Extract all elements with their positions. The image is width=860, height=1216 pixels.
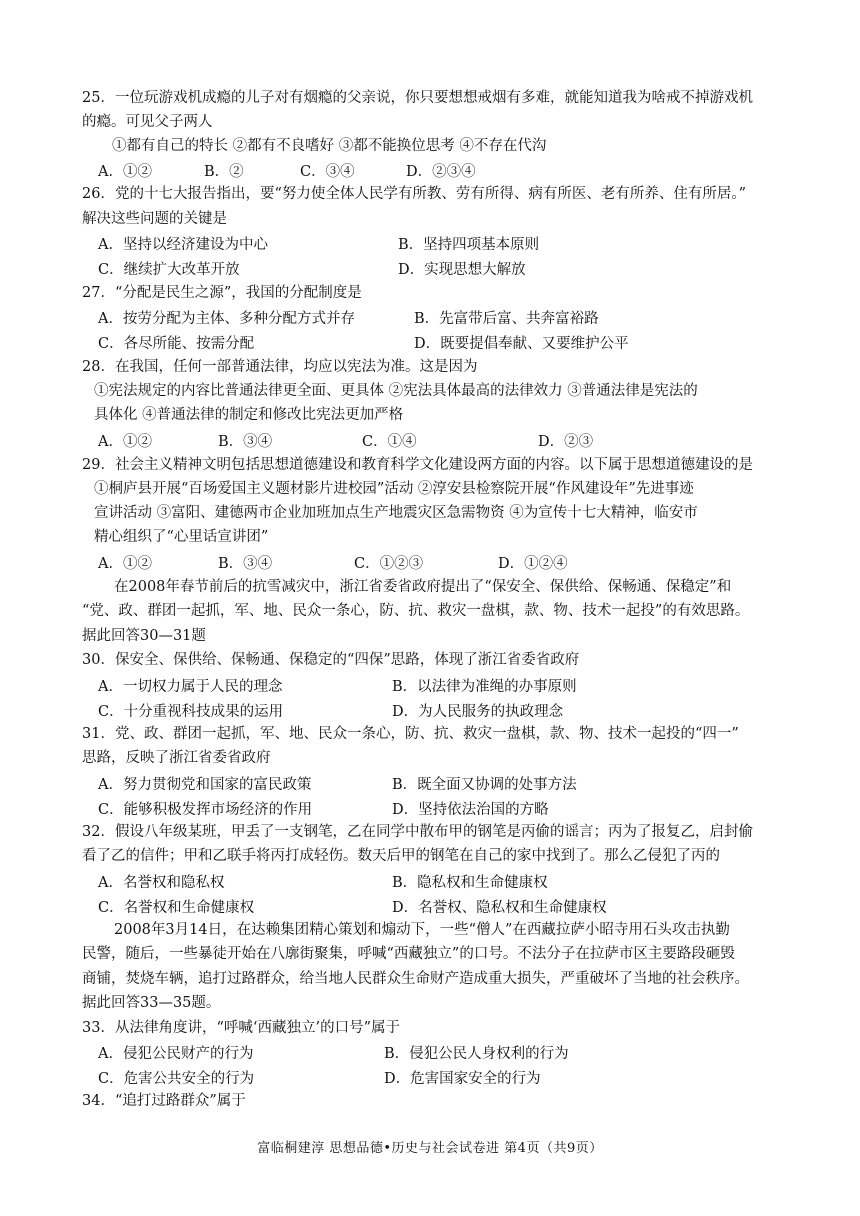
q25-option-a: A．①②: [98, 164, 152, 180]
q28-stem: 28．在我国，任何一部普通法律，均应以宪法为准。这是因为: [82, 359, 478, 375]
q25-statements: ①都有自己的特长 ②都有不良嗜好 ③都不能换位思考 ④不存在代沟: [112, 138, 547, 154]
q29-option-a: A．①②: [98, 556, 152, 572]
q28-option-d: D．②③: [538, 434, 594, 450]
q26-option-b: B．坚持四项基本原则: [398, 237, 540, 253]
q26-stem-line2: 解决这些问题的关键是: [82, 211, 227, 227]
q33-stem: 33．从法律角度讲，“呼喊‘西藏独立’的口号”属于: [82, 1020, 400, 1036]
q29-option-c: C．①②③: [354, 556, 424, 572]
q27-stem: 27．“分配是民生之源”，我国的分配制度是: [82, 285, 362, 301]
material2-line4: 据此回答33—35题。: [82, 995, 221, 1011]
q25-option-c: C．③④: [300, 164, 355, 180]
q32-stem-line2: 看了乙的信件；甲和乙联手将丙打成轻伤。数天后甲的钢笔在自己的家中找到了。那么乙侵犯了丙的: [82, 848, 720, 864]
q30-option-b: B．以法律为准绳的办事原则: [392, 679, 577, 695]
q32-stem-line1: 32．假设八年级某班，甲丢了一支钢笔，乙在同学中散布甲的钢笔是丙偷的谣言；丙为了报复乙，启封偷: [82, 824, 753, 840]
q26-option-c: C．继续扩大改革开放: [98, 262, 240, 278]
q33-option-b: B．侵犯公民人身权利的行为: [384, 1046, 569, 1062]
q29-statements-line3: 精心组织了“心里话宣讲团”: [94, 529, 269, 545]
q27-option-b: B．先富带后富、共奔富裕路: [414, 311, 599, 327]
q33-option-c: C．危害公共安全的行为: [98, 1071, 255, 1087]
material1-line3: 据此回答30—31题: [82, 628, 206, 644]
q32-option-a: A．名誉权和隐私权: [98, 875, 225, 891]
material2-line1: 2008年3月14日，在达赖集团精心策划和煽动下，一些“僧人”在西藏拉萨小昭寺用石头攻击执勤: [114, 922, 730, 938]
q28-option-b: B．③④: [218, 434, 273, 450]
q31-option-b: B．既全面又协调的处事方法: [392, 777, 577, 793]
q29-statements-line2: 宣讲活动 ③富阳、建德两市企业加班加点生产地震灾区急需物资 ④为宣传十七大精神，临安市: [94, 505, 698, 521]
q26-option-d: D．实现思想大解放: [398, 262, 526, 278]
material2-line3: 商铺，焚烧车辆，追打过路群众，给当地人民群众生命财产造成重大损失，严重破坏了当地的社会秩序。: [82, 971, 749, 987]
page-footer: 富临桐建淳 思想品德•历史与社会试卷进 第4页（共9页）: [257, 1141, 603, 1156]
q32-option-c: C．名誉权和生命健康权: [98, 900, 255, 916]
q31-option-a: A．努力贯彻党和国家的富民政策: [98, 777, 312, 793]
q31-stem-line1: 31．党、政、群团一起抓，军、地、民众一条心，防、抗、救灾一盘棋，款、物、技术一起投的“四一”: [82, 726, 739, 742]
q31-option-d: D．坚持依法治国的方略: [392, 802, 549, 818]
q32-option-b: B．隐私权和生命健康权: [392, 875, 548, 891]
q25-option-d: D．②③④: [406, 164, 476, 180]
q34-stem: 34．“追打过路群众”属于: [82, 1093, 246, 1109]
q26-option-a: A．坚持以经济建设为中心: [98, 237, 268, 253]
q28-statements-line2: 具体化 ④普通法律的制定和修改比宪法更加严格: [94, 407, 404, 423]
q29-option-b: B．③④: [218, 556, 273, 572]
q30-option-a: A．一切权力属于人民的理念: [98, 679, 283, 695]
q30-option-d: D．为人民服务的执政理念: [392, 704, 564, 720]
q28-option-a: A．①②: [98, 434, 152, 450]
q29-statements-line1: ①桐庐县开展“百场爱国主义题材影片进校园”活动 ②淳安县检察院开展“作风建设年”先进事迹: [94, 481, 694, 497]
q25-stem-line2: 的瘾。可见父子两人: [82, 114, 213, 130]
q30-option-c: C．十分重视科技成果的运用: [98, 704, 284, 720]
q32-option-d: D．名誉权、隐私权和生命健康权: [392, 900, 607, 916]
q33-option-a: A．侵犯公民财产的行为: [98, 1046, 254, 1062]
q29-option-d: D．①②④: [498, 556, 568, 572]
material2-line2: 民警，随后，一些暴徒开始在八廓街聚集，呼喊“西藏独立”的口号。不法分子在拉萨市区主要路段砸毁: [82, 946, 735, 962]
q27-option-d: D．既要提倡奉献、又要维护公平: [414, 336, 629, 352]
q30-stem: 30．保安全、保供给、保畅通、保稳定的“四保”思路，体现了浙江省委省政府: [82, 652, 580, 668]
q31-option-c: C．能够积极发挥市场经济的作用: [98, 802, 313, 818]
material1-line2: “党、政、群团一起抓，军、地、民众一条心，防、抗、救灾一盘棋，款、物、技术一起投”的有效思路。: [82, 603, 750, 619]
q31-stem-line2: 思路，反映了浙江省委省政府: [82, 750, 271, 766]
q25-stem-line1: 25．一位玩游戏机成瘾的儿子对有烟瘾的父亲说，你只要想想戒烟有多难，就能知道我为啥戒不掉游戏机: [82, 90, 753, 106]
q29-stem: 29．社会主义精神文明包括思想道德建设和教育科学文化建设两方面的内容。以下属于思想道德建设的是: [82, 457, 753, 473]
q27-option-c: C．各尽所能、按需分配: [98, 336, 255, 352]
q26-stem-line1: 26．党的十七大报告指出，要“努力使全体人民学有所教、劳有所得、病有所医、老有所养、住有所居。”: [82, 186, 747, 202]
q33-option-d: D．危害国家安全的行为: [384, 1071, 541, 1087]
q28-option-c: C．①④: [362, 434, 417, 450]
q27-option-a: A．按劳分配为主体、多种分配方式并存: [98, 311, 355, 327]
q28-statements-line1: ①宪法规定的内容比普通法律更全面、更具体 ②宪法具体最高的法律效力 ③普通法律是宪法的: [94, 383, 698, 399]
q25-option-b: B．②: [204, 164, 244, 180]
material1-line1: 在2008年春节前后的抗雪减灾中，浙江省委省政府提出了“保安全、保供给、保畅通、保稳定”和: [114, 579, 732, 595]
